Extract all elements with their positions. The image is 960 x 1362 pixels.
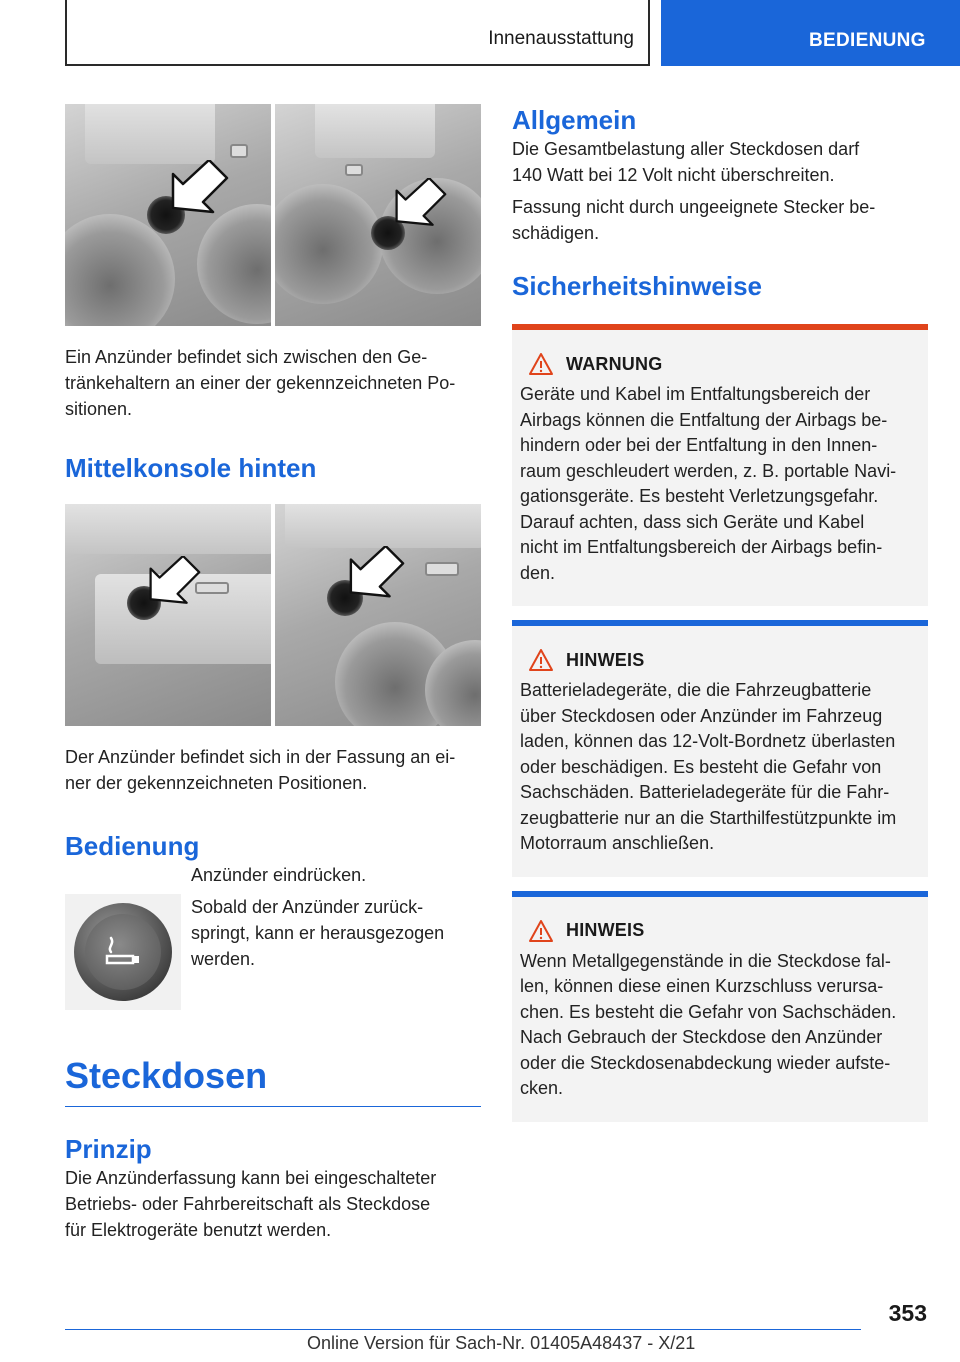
notice-title-2: HINWEIS — [566, 920, 645, 940]
operation-step-press: Anzünder eindrücken. — [191, 865, 367, 885]
heading-operation: Bedienung — [65, 831, 200, 861]
warning-triangle-icon — [528, 919, 554, 943]
notice-text-2: Wenn Metallgegenstände in die Steckdose fal- len, können diese einen Kurzschluss verursa- chen. Es besteht die Gefahr von Sachschäden. Nach Gebrauch der Steckdose den Anzünder oder die Steckdosenabdeckung wieder aufste- cken. — [520, 950, 897, 1098]
front-console-photo-2 — [275, 104, 481, 326]
heading-sockets: Steckdosen — [65, 1054, 481, 1107]
heading-safety: Sicherheitshinweise — [512, 271, 762, 301]
front-console-photos — [65, 104, 481, 326]
header-chapter-box — [661, 0, 960, 66]
arrow-marker-icon — [169, 160, 229, 220]
warning-box — [512, 324, 928, 606]
rear-console-photo-1 — [65, 504, 271, 726]
notice-box-2 — [512, 891, 928, 1122]
warning-text: Geräte und Kabel im Entfaltungsbereich der Airbags können die Entfaltung der Airbags be- hindern oder bei der Entfaltung in den Innen- raum geschleudert werden, z. B. portable Navi- gationsgeräte. Es besteht Verletzungsgefahr. Darauf achten, dass sich Geräte und Kabel nicht im Entfaltungsbereich der Airbags befin- den. — [520, 384, 897, 583]
notice-text-1: Batterieladegeräte, die die Fahrzeugbatterie über Steckdosen oder Anzünder im Fahrzeug laden, können das 12-Volt-Bordnetz überlasten oder beschädigen. Es besteht die Gefahr von Sachschäden. Batterieladegeräte für die Fahr- zeugbatterie nur an die Starthilfestützpunkte im Motorraum anschließen. — [520, 680, 897, 853]
heading-principle: Prinzip — [65, 1134, 152, 1164]
footer-rule — [65, 1329, 861, 1330]
arrow-marker-icon — [347, 546, 405, 604]
general-socket-text: Fassung nicht durch ungeeignete Stecker be- schädigen. — [512, 197, 876, 243]
heading-rear-console: Mittelkonsole hinten — [65, 453, 317, 483]
front-console-photo-1 — [65, 104, 271, 326]
notice-title-1: HINWEIS — [566, 649, 645, 670]
chapter-title: BEDIENUNG — [809, 30, 926, 51]
principle-text: Die Anzünderfassung kann bei eingeschalteter Betriebs- oder Fahrbereitschaft als Steckdose für Elektrogeräte benutzt werden. — [65, 1168, 437, 1240]
right-column — [512, 104, 928, 1122]
operation-step-remove: Sobald der Anzünder zurück- springt, kann er herausgezogen werden. — [191, 897, 445, 969]
header-section-box — [65, 0, 650, 66]
arrow-marker-icon — [147, 556, 201, 610]
warning-title: WARNUNG — [566, 353, 663, 374]
warning-triangle-icon — [528, 648, 554, 672]
operation-row — [65, 862, 481, 1010]
rear-console-photos — [65, 504, 481, 726]
online-version-text: Online Version für Sach-Nr. 01405A48437 - X/21 — [307, 1333, 696, 1353]
section-title: Innenausstattung — [488, 28, 634, 49]
general-load-text: Die Gesamtbelastung aller Steckdosen darf 140 Watt bei 12 Volt nicht überschreiten. — [512, 139, 860, 185]
rear-console-photo-2 — [275, 504, 481, 726]
front-lighter-caption: Ein Anzünder befindet sich zwischen den Ge- tränkehaltern an einer der gekennzeichneten Po- sitionen. — [65, 347, 456, 419]
warning-triangle-icon — [528, 352, 554, 376]
arrow-marker-icon — [393, 178, 447, 232]
cigarette-lighter-icon — [101, 930, 145, 974]
heading-general: Allgemein — [512, 105, 637, 135]
left-column — [65, 104, 481, 1243]
lighter-knob-image — [65, 894, 181, 1010]
notice-box-1 — [512, 620, 928, 877]
rear-lighter-caption: Der Anzünder befindet sich in der Fassung an ei- ner der gekennzeichneten Positionen. — [65, 747, 456, 793]
page-number: 353 — [888, 1300, 927, 1326]
